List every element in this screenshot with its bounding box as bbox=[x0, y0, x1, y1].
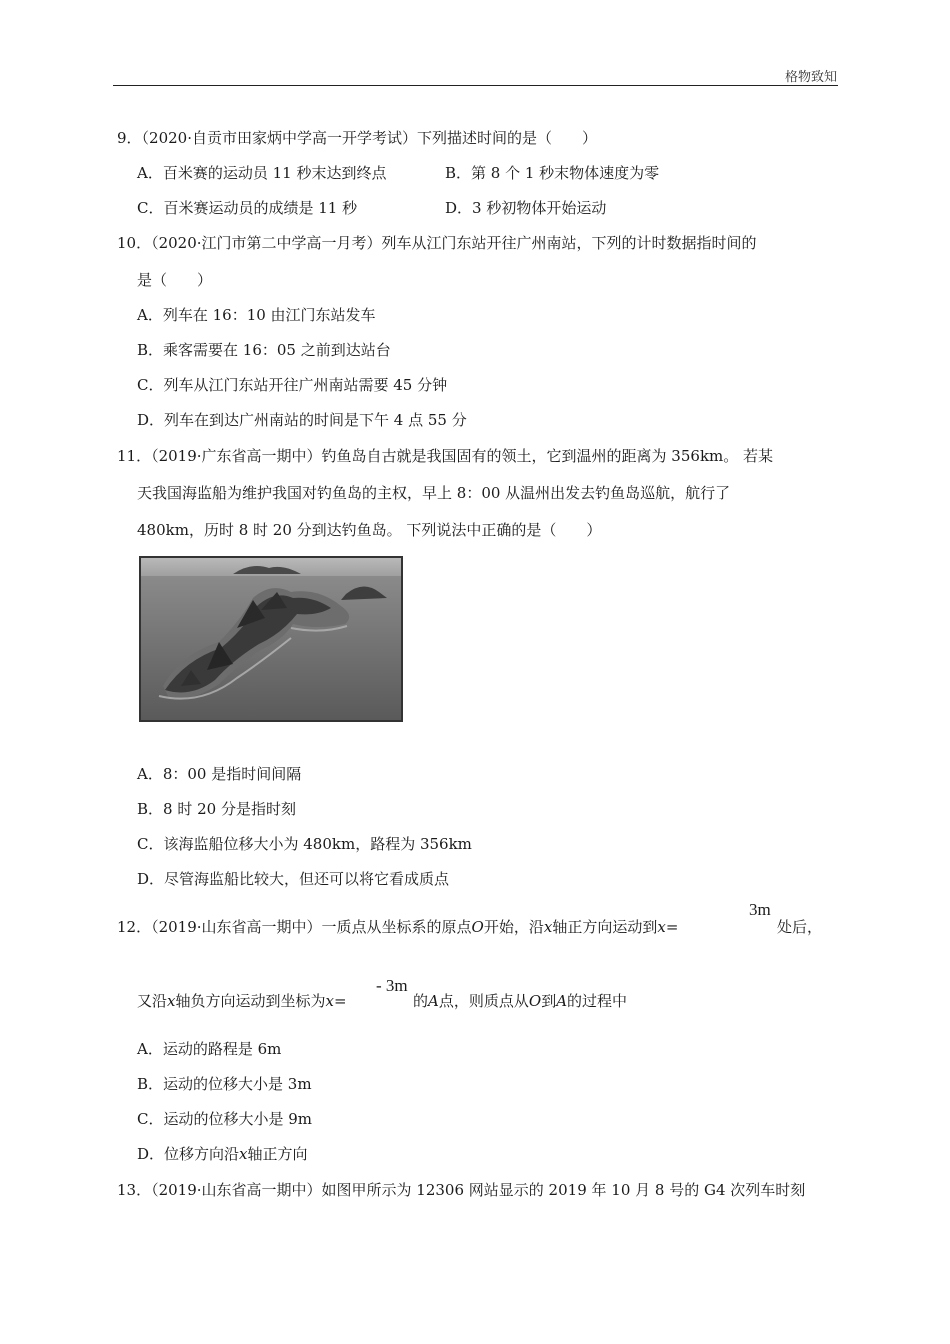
question-12-stem-tail: 处后， bbox=[777, 918, 823, 936]
question-12-stem-cont: 又沿x轴负方向运动到坐标为x= bbox=[137, 992, 347, 1010]
question-12-stem: 12．（2019·山东省高一期中）一质点从坐标系的原点O开始，沿x轴正方向运动到x= bbox=[117, 918, 679, 936]
question-12-stem-cont-tail: 的A点，则质点从O到A的过程中 bbox=[413, 992, 628, 1010]
question-13-stem: 13．（2019·山东省高一期中）如图甲所示为 12306 网站显示的 2019 年 10 月 8 号的 G4 次列车时刻 bbox=[117, 1181, 806, 1199]
question-12-option-a: A．运动的路程是 6m bbox=[137, 1040, 282, 1058]
question-12-option-d: D．位移方向沿x轴正方向 bbox=[137, 1145, 308, 1163]
header-brand: 格物致知 bbox=[784, 70, 837, 85]
header-divider bbox=[113, 85, 838, 86]
coordinate-value-negative: - 3m bbox=[376, 976, 408, 995]
diaoyu-island-photo bbox=[139, 556, 403, 722]
question-10-option-a: A．列车在 16：10 由江门东站发车 bbox=[137, 306, 376, 324]
question-9-option-b: B．第 8 个 1 秒末物体速度为零 bbox=[445, 164, 660, 182]
question-9-option-c: C．百米赛运动员的成绩是 11 秒 bbox=[137, 199, 358, 217]
question-10-stem-cont: 是（ ） bbox=[137, 271, 213, 289]
coordinate-value-positive: 3m bbox=[749, 900, 771, 919]
question-9-option-a: A．百米赛的运动员 11 秒末达到终点 bbox=[137, 164, 387, 182]
question-12-option-c: C．运动的位移大小是 9m bbox=[137, 1110, 313, 1128]
question-9-option-d: D．3 秒初物体开始运动 bbox=[445, 199, 607, 217]
question-11-option-b: B．8 时 20 分是指时刻 bbox=[137, 800, 296, 818]
question-11-stem: 11．（2019·广东省高一期中）钓鱼岛自古就是我国固有的领土，它到温州的距离为 356km。 若某 bbox=[117, 447, 774, 465]
question-12-option-b: B．运动的位移大小是 3m bbox=[137, 1075, 312, 1093]
question-9-stem: 9．（2020·自贡市田家炳中学高一开学考试）下列描述时间的是（ ） bbox=[117, 129, 597, 147]
question-11-option-c: C．该海监船位移大小为 480km，路程为 356km bbox=[137, 835, 472, 853]
question-11-option-a: A．8：00 是指时间间隔 bbox=[137, 765, 302, 783]
question-10-option-d: D．列车在到达广州南站的时间是下午 4 点 55 分 bbox=[137, 411, 467, 429]
question-11-stem-cont-2: 480km，历时 8 时 20 分到达钓鱼岛。 下列说法中正确的是（ ） bbox=[137, 521, 602, 539]
question-10-option-b: B．乘客需要在 16：05 之前到达站台 bbox=[137, 341, 391, 359]
question-11-option-d: D．尽管海监船比较大，但还可以将它看成质点 bbox=[137, 870, 450, 888]
question-10-stem: 10．（2020·江门市第二中学高一月考）列车从江门东站开往广州南站，下列的计时数据指时间的 bbox=[117, 234, 757, 252]
question-11-stem-cont-1: 天我国海监船为维护我国对钓鱼岛的主权，早上 8：00 从温州出发去钓鱼岛巡航，航行了 bbox=[137, 484, 731, 502]
question-10-option-c: C．列车从江门东站开往广州南站需要 45 分钟 bbox=[137, 376, 448, 394]
